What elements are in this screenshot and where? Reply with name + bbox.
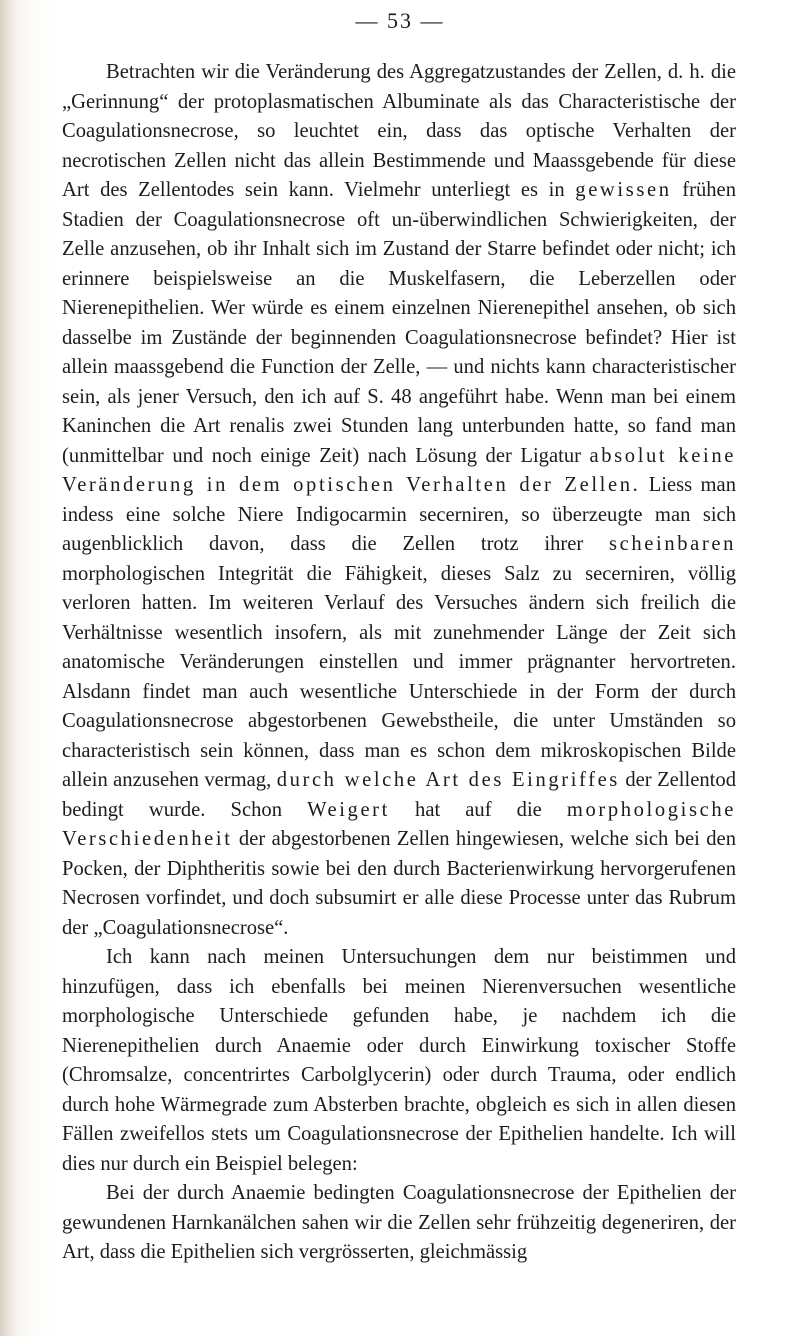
text-run: morphologischen Integrität die Fähigkeit, dieses Salz zu secerniren, völlig verloren hatten. Im weiteren Verlauf des Versuches ändern sich freilich die Verhältnisse wesentlich insofern, als mit zunehmender Länge der Zeit sich anatomische Veränderungen einstellen und immer prägnanter hervortreten. Alsdann findet man auch wesentliche Unterschiede in der Form der durch Coagulationsnecrose abgestorbenen Gewebstheile, die unter Umständen so characteristisch sein können, dass man es schon dem mikroskopischen Bilde allein anzusehen vermag, [62,562,736,791]
text-run: der abgestorbenen Zellen hingewiesen, welche sich bei den Pocken, der Diphtheritis sowie bei den durch Bacterienwirkung hervorgerufenen Necrosen vorfindet, und doch subsumirt er alle diese Processe unter das Rubrum der „Coagulationsnecrose“. [62,828,736,939]
text-run: Liess man indess eine solche Niere Indigocarmin secerniren, so überzeugte man sich augenblicklich davon, dass die Zellen trotz ihrer [62,474,736,555]
body-text [62,58,736,1268]
emphasized-text: absolut keine Veränderung in dem optischen Verhalten der Zellen. [62,444,736,496]
emphasized-author-name: Weigert [307,798,390,821]
paragraph-2 [62,943,736,1179]
text-run: Bei der durch Anaemie bedingten Coagulationsnecrose der Epithelien der gewundenen Harnkanälchen sahen wir die Zellen sehr frühzeitig degeneriren, der Art, dass die Epithelien sich vergrösserten, gleichmässig [62,1182,736,1263]
paragraph-1 [62,58,736,943]
emphasized-text: morphologische Verschiedenheit [62,798,736,850]
page-number: — 53 — [355,8,445,33]
paragraph-3 [62,1179,736,1268]
text-run: frühen Stadien der Coagulationsnecrose oft un-überwindlichen Schwierigkeiten, der Zelle anzusehen, ob ihr Inhalt sich im Zustand der Starre befindet oder nicht; ich erinnere beispielsweise an die Muskelfasern, die Leberzellen oder Nierenepithelien. Wer würde es einem einzelnen Nierenepithel ansehen, ob sich dasselbe im Zustände der beginnenden Coagulationsnecrose befindet? Hier ist allein maassgebend die Function der Zelle, — und nichts kann characteristischer sein, als jener Versuch, den ich auf S. 48 angeführt habe. Wenn man bei einem Kaninchen die Art renalis zwei Stunden lang unterbunden hatte, so fand man (unmittelbar und noch einige Zeit) nach Lösung der Ligatur [62,179,736,467]
emphasized-text: durch welche Art des Eingriffes [276,769,620,791]
page-gutter-shadow [0,0,18,1336]
text-run: der Zellentod bedingt wurde. Schon [62,769,736,821]
text-run: hat auf die [389,798,567,821]
emphasized-text: gewissen [575,179,672,201]
text-run: Betrachten wir die Veränderung des Aggregatzustandes der Zellen, d. h. die „Gerinnung“ der protoplasmatischen Albuminate als das Characteristische der Coagulationsnecrose, so leuchtet ein, dass das optische Verhalten der necrotischen Zellen nicht das allein Bestimmende und Maassgebende für diese Art des Zellentodes sein kann. Vielmehr unterliegt es in [62,61,736,201]
emphasized-text: scheinbaren [609,533,736,555]
text-run: Ich kann nach meinen Untersuchungen dem nur beistimmen und hinzufügen, dass ich ebenfalls bei meinen Nierenversuchen wesentliche morphologische Unterschiede gefunden habe, je nachdem ich die Nierenepithelien durch Anaemie oder durch Einwirkung toxischer Stoffe (Chromsalze, concentrirtes Carbolglycerin) oder durch Trauma, oder endlich durch hohe Wärmegrade zum Absterben brachte, obgleich es sich in allen diesen Fällen zweifellos stets um Coagulationsnecrose der Epithelien handelte. Ich will dies nur durch ein Beispiel belegen: [62,946,736,1175]
